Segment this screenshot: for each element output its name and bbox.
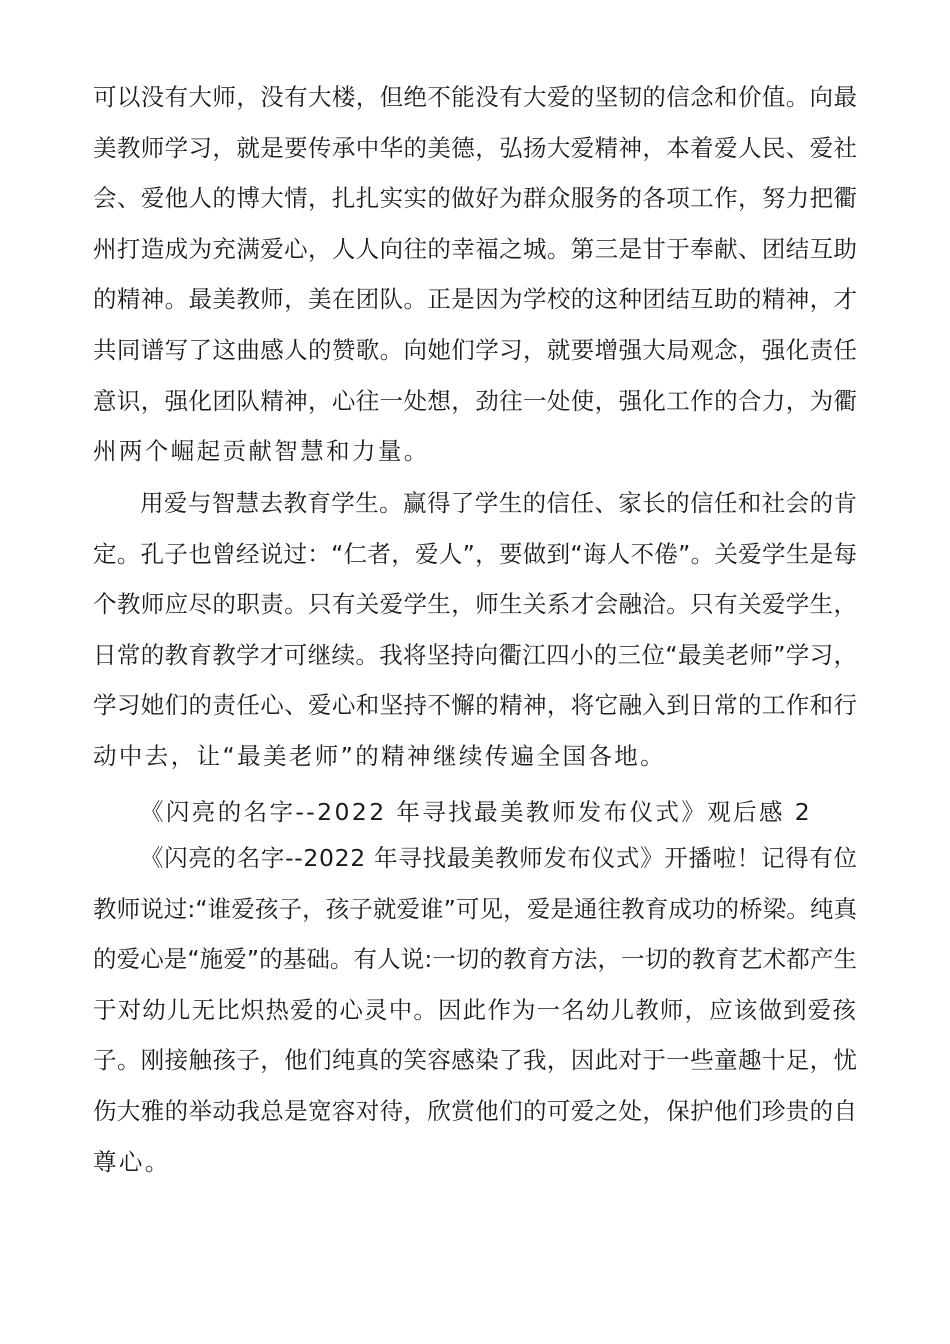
text-line: 教师说过:“谁爱孩子，孩子就爱谁”可见，爱是通往教育成功的桥梁。纯真 xyxy=(93,894,858,923)
section-heading: 《闪亮的名字--2022 年寻找最美教师发布仪式》观后感 2 xyxy=(140,798,813,826)
text-line: 日常的教育教学才可继续。我将坚持向衢江四小的三位“最美老师”学习， xyxy=(93,640,858,669)
text-line: 会、爱他人的博大情，扎扎实实的做好为群众服务的各项工作，努力把衢 xyxy=(93,184,858,213)
text-line: 的爱心是“施爱”的基础。有人说:一切的教育方法，一切的教育艺术都产生 xyxy=(93,945,858,974)
paragraph-3 xyxy=(93,833,857,1187)
text-line: 子。刚接触孩子，他们纯真的笑容感染了我，因此对于一些童趣十足，忧 xyxy=(93,1046,858,1075)
text-line: 动中去，让“最美老师”的精神继续传遍全国各地。 xyxy=(93,741,667,770)
text-line: 意识，强化团队精神，心往一处想，劲往一处使，强化工作的合力，为衢 xyxy=(93,386,858,415)
text-line: 州两个崛起贡献智慧和力量。 xyxy=(93,437,430,466)
text-line: 学习她们的责任心、爱心和坚持不懈的精神，将它融入到日常的工作和行 xyxy=(93,691,858,720)
text-line: 个教师应尽的职责。只有关爱学生，师生关系才会融洽。只有关爱学生， xyxy=(93,590,858,619)
text-line: 美教师学习，就是要传承中华的美德，弘扬大爱精神，本着爱人民、爱社 xyxy=(93,133,858,162)
text-line: 州打造成为充满爱心，人人向往的幸福之城。第三是甘于奉献、团结互助 xyxy=(93,234,858,263)
paragraph-2 xyxy=(93,478,857,782)
text-line: 可以没有大师，没有大楼，但绝不能没有大爱的坚韧的信念和价值。向最 xyxy=(93,83,858,111)
text-line: 《闪亮的名字--2022 年寻找最美教师发布仪式》开播啦！记得有位 xyxy=(140,844,858,872)
text-line: 共同谱写了这曲感人的赞歌。向她们学习，就要增强大局观念，强化责任 xyxy=(93,335,858,364)
text-line: 伤大雅的举动我总是宽容对待，欣赏他们的可爱之处，保护他们珍贵的自 xyxy=(93,1096,858,1125)
text-line: 于对幼儿无比炽热爱的心灵中。因此作为一名幼儿教师，应该做到爱孩 xyxy=(93,995,857,1024)
text-line: 尊心。 xyxy=(93,1147,171,1176)
text-line: 的精神。最美教师，美在团队。正是因为学校的这种团结互助的精神，才 xyxy=(93,285,858,314)
paragraph-1 xyxy=(93,72,857,477)
text-line: 用爱与智慧去教育学生。赢得了学生的信任、家长的信任和社会的肯 xyxy=(140,489,858,517)
text-line: 定。孔子也曾经说过：“仁者，爱人”，要做到“诲人不倦”。关爱学生是每 xyxy=(93,539,858,568)
